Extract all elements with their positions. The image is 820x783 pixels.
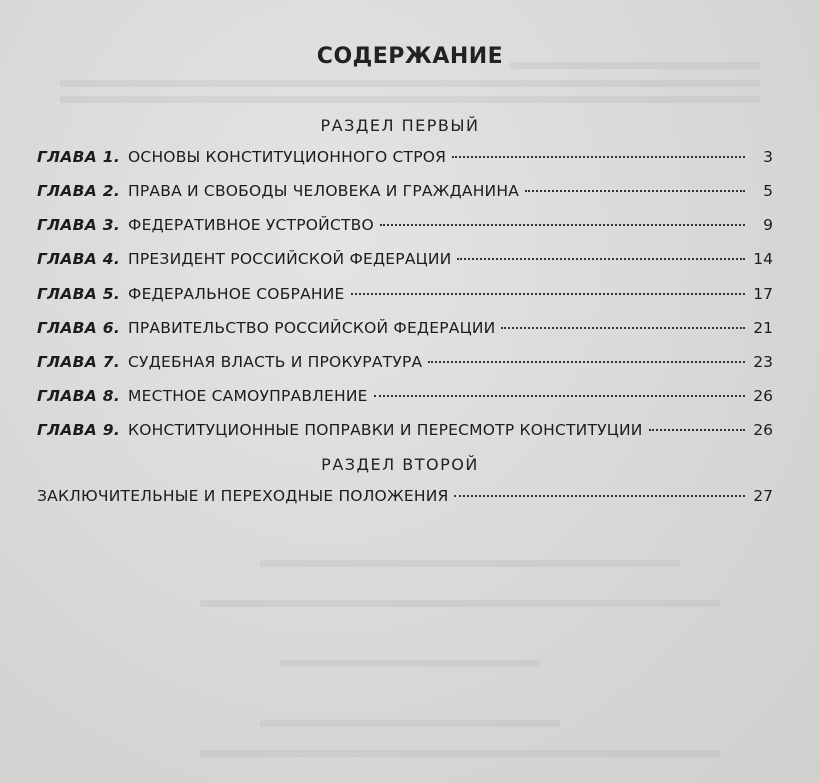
bleed-through-mark [60, 96, 760, 103]
chapter-title: МЕСТНОЕ САМОУПРАВЛЕНИЕ [128, 387, 368, 405]
chapter-title: ФЕДЕРАТИВНОЕ УСТРОЙСТВО [128, 216, 374, 234]
bleed-through-mark [200, 750, 720, 757]
bleed-through-mark [260, 560, 680, 567]
chapter-label: ГЛАВА 9. [37, 421, 121, 439]
toc-entry-chapter-9[interactable] [37, 419, 773, 441]
chapter-title: ОСНОВЫ КОНСТИТУЦИОННОГО СТРОЯ [128, 148, 447, 166]
page-number: 17 [753, 285, 773, 303]
chapter-label: ГЛАВА 1. [37, 148, 121, 166]
chapter-label: ГЛАВА 6. [37, 319, 121, 337]
page-number: 23 [753, 353, 773, 371]
dot-leader [351, 293, 745, 295]
toc-entry-chapter-5[interactable] [37, 283, 773, 305]
bleed-through-mark [60, 80, 760, 87]
dot-leader [525, 190, 745, 192]
bleed-through-mark [260, 720, 560, 727]
toc-entry-chapter-3[interactable] [37, 214, 773, 236]
chapter-label: ГЛАВА 8. [37, 387, 121, 405]
chapter-title: КОНСТИТУЦИОННЫЕ ПОПРАВКИ И ПЕРЕСМОТР КОНСТИТУЦИИ [128, 421, 643, 439]
chapter-label: ГЛАВА 3. [37, 216, 121, 234]
section-heading-second: РАЗДЕЛ ВТОРОЙ [321, 455, 479, 474]
chapter-title: СУДЕБНАЯ ВЛАСТЬ И ПРОКУРАТУРА [128, 353, 423, 371]
chapter-label: ГЛАВА 2. [37, 182, 121, 200]
dot-leader [649, 429, 745, 431]
dot-leader [454, 495, 745, 497]
toc-entry-chapter-7[interactable] [37, 351, 773, 373]
bleed-through-mark [280, 660, 540, 667]
page-number: 9 [763, 216, 773, 234]
dot-leader [501, 327, 745, 329]
page-title: СОДЕРЖАНИЕ [316, 44, 504, 69]
chapter-title: ФЕДЕРАЛЬНОЕ СОБРАНИЕ [128, 285, 345, 303]
page-number: 26 [753, 387, 773, 405]
toc-entry-chapter-1[interactable] [37, 146, 773, 168]
dot-leader [452, 156, 745, 158]
toc-entry-chapter-2[interactable] [37, 180, 773, 202]
dot-leader [428, 361, 745, 363]
page-number: 26 [753, 421, 773, 439]
dot-leader [457, 258, 745, 260]
chapter-title: ПРАВИТЕЛЬСТВО РОССИЙСКОЙ ФЕДЕРАЦИИ [128, 319, 496, 337]
bleed-through-mark [200, 600, 720, 607]
toc-entry-chapter-8[interactable] [37, 385, 773, 407]
page-number: 3 [763, 148, 773, 166]
dot-leader [374, 395, 745, 397]
chapter-title: ПРАВА И СВОБОДЫ ЧЕЛОВЕКА И ГРАЖДАНИНА [128, 182, 520, 200]
page-number: 14 [753, 250, 773, 268]
chapter-label: ГЛАВА 5. [37, 285, 121, 303]
page-number: 5 [763, 182, 773, 200]
toc-entry-final-provisions[interactable] [37, 485, 773, 507]
toc-entry-chapter-4[interactable] [37, 248, 773, 270]
chapter-title: ПРЕЗИДЕНТ РОССИЙСКОЙ ФЕДЕРАЦИИ [128, 250, 452, 268]
page-number: 21 [753, 319, 773, 337]
dot-leader [380, 224, 745, 226]
page-number: 27 [753, 487, 773, 505]
section-entry-title: ЗАКЛЮЧИТЕЛЬНЫЕ И ПЕРЕХОДНЫЕ ПОЛОЖЕНИЯ [37, 487, 449, 505]
section-heading-first: РАЗДЕЛ ПЕРВЫЙ [320, 116, 480, 135]
toc-entry-chapter-6[interactable] [37, 317, 773, 339]
chapter-label: ГЛАВА 4. [37, 250, 121, 268]
chapter-label: ГЛАВА 7. [37, 353, 121, 371]
